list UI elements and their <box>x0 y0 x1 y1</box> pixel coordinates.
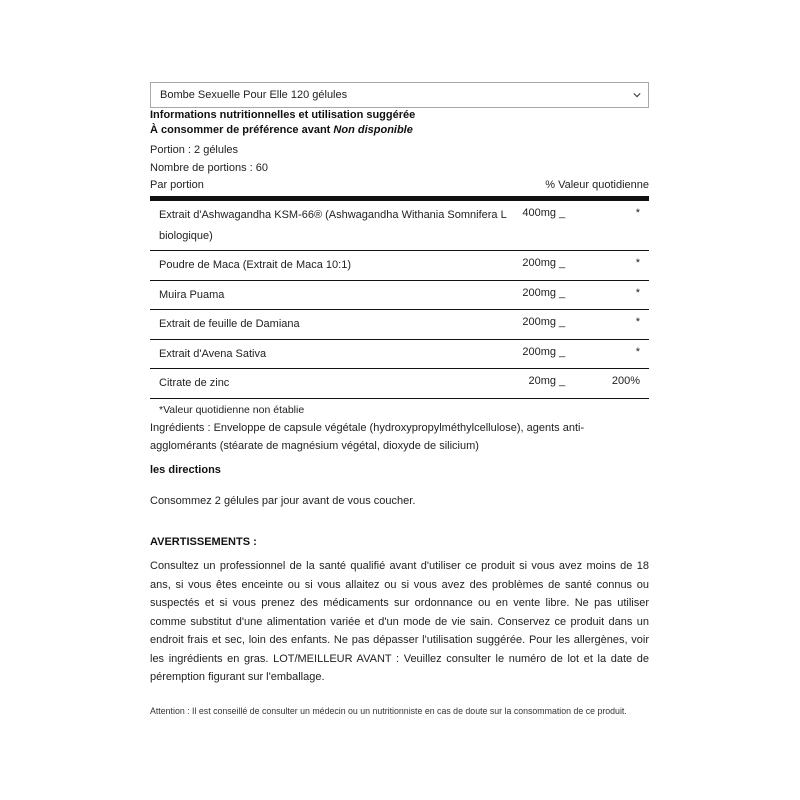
ingredient-name: Extrait de feuille de Damiana <box>150 310 514 340</box>
ingredient-amount: 200mg <box>514 251 556 281</box>
best-before-label: À consommer de préférence avant <box>150 124 331 136</box>
nutrition-panel <box>150 82 649 455</box>
ingredient-unit: _ <box>556 201 589 251</box>
ingredient-name: Extrait d'Avena Sativa <box>150 339 514 369</box>
ingredient-unit: _ <box>556 369 589 399</box>
table-row <box>150 201 649 251</box>
warnings-text: Consultez un professionnel de la santé qualifié avant d'utiliser ce produit si vous avez moins de 18 ans, si vous êtes enceinte ou si vous allaitez ou si vous avez des problèmes de santé connus ou suspectés et si vous prenez des médicaments sur ordonnance ou en vente libre. Ne pas utiliser comme substitut d'une alimentation variée et d'un mode de vie sain. Conservez ce produit dans un endroit frais et sec, loin des enfants. Ne pas dépasser l'utilisation suggérée. Pour les allergènes, voir les ingrédients en gras. LOT/MEILLEUR AVANT : Veuillez consulter le numéro de lot et la date de péremption figurant sur l'emballage. <box>150 560 649 683</box>
ingredient-daily-value: * <box>589 310 649 340</box>
serving-size: Portion : 2 gélules <box>150 144 239 156</box>
ingredient-unit: _ <box>556 280 589 310</box>
servings-count: Nombre de portions : 60 <box>150 162 269 174</box>
ingredient-daily-value: * <box>589 201 649 251</box>
per-serving-label: Par portion <box>150 179 204 191</box>
nutrition-table <box>150 201 649 399</box>
table-row <box>150 339 649 369</box>
ingredient-daily-value: 200% <box>589 369 649 399</box>
daily-value-footnote: *Valeur quotidienne non établie <box>159 403 305 416</box>
ingredients: Ingrédients : Enveloppe de capsule végétale (hydroxypropylméthylcellulose), agents anti-agglomérants (stéarate de magnésium végétal, dioxyde de silicium) <box>150 421 585 452</box>
best-before-value: Non disponible <box>333 124 413 136</box>
ingredient-unit: _ <box>556 339 589 369</box>
chevron-down-icon <box>633 91 641 99</box>
best-before <box>150 123 649 138</box>
table-row <box>150 310 649 340</box>
product-variant-value: Bombe Sexuelle Pour Elle 120 gélules <box>160 89 348 101</box>
ingredient-name: Citrate de zinc <box>150 369 514 399</box>
ingredient-amount: 200mg <box>514 339 556 369</box>
table-header <box>150 177 649 201</box>
ingredient-daily-value: * <box>589 280 649 310</box>
ingredient-name: Muira Puama <box>150 280 514 310</box>
ingredient-amount: 20mg <box>514 369 556 399</box>
daily-value-header: % Valeur quotidienne <box>545 179 649 191</box>
directions-text: Consommez 2 gélules par jour avant de vous coucher. <box>150 495 416 507</box>
ingredient-amount: 200mg <box>514 280 556 310</box>
ingredient-unit: _ <box>556 251 589 281</box>
ingredient-amount: 200mg <box>514 310 556 340</box>
ingredient-daily-value: * <box>589 251 649 281</box>
ingredient-name: Extrait d'Ashwagandha KSM-66® (Ashwagandha Withania Somnifera L biologique) <box>150 201 514 251</box>
nutrition-heading: Informations nutritionnelles et utilisation suggérée <box>150 109 416 121</box>
warnings-title: AVERTISSEMENTS : <box>150 536 257 548</box>
directions-title: les directions <box>150 464 221 476</box>
ingredient-unit: _ <box>556 310 589 340</box>
table-row <box>150 251 649 281</box>
ingredient-amount: 400mg <box>514 201 556 251</box>
table-row <box>150 369 649 399</box>
ingredient-name: Poudre de Maca (Extrait de Maca 10:1) <box>150 251 514 281</box>
ingredient-daily-value: * <box>589 339 649 369</box>
product-variant-select[interactable] <box>150 82 649 108</box>
table-row <box>150 280 649 310</box>
attention-note: Attention : Il est conseillé de consulter un médecin ou un nutritionniste en cas de doute sur la consommation de ce produit. <box>150 706 627 716</box>
